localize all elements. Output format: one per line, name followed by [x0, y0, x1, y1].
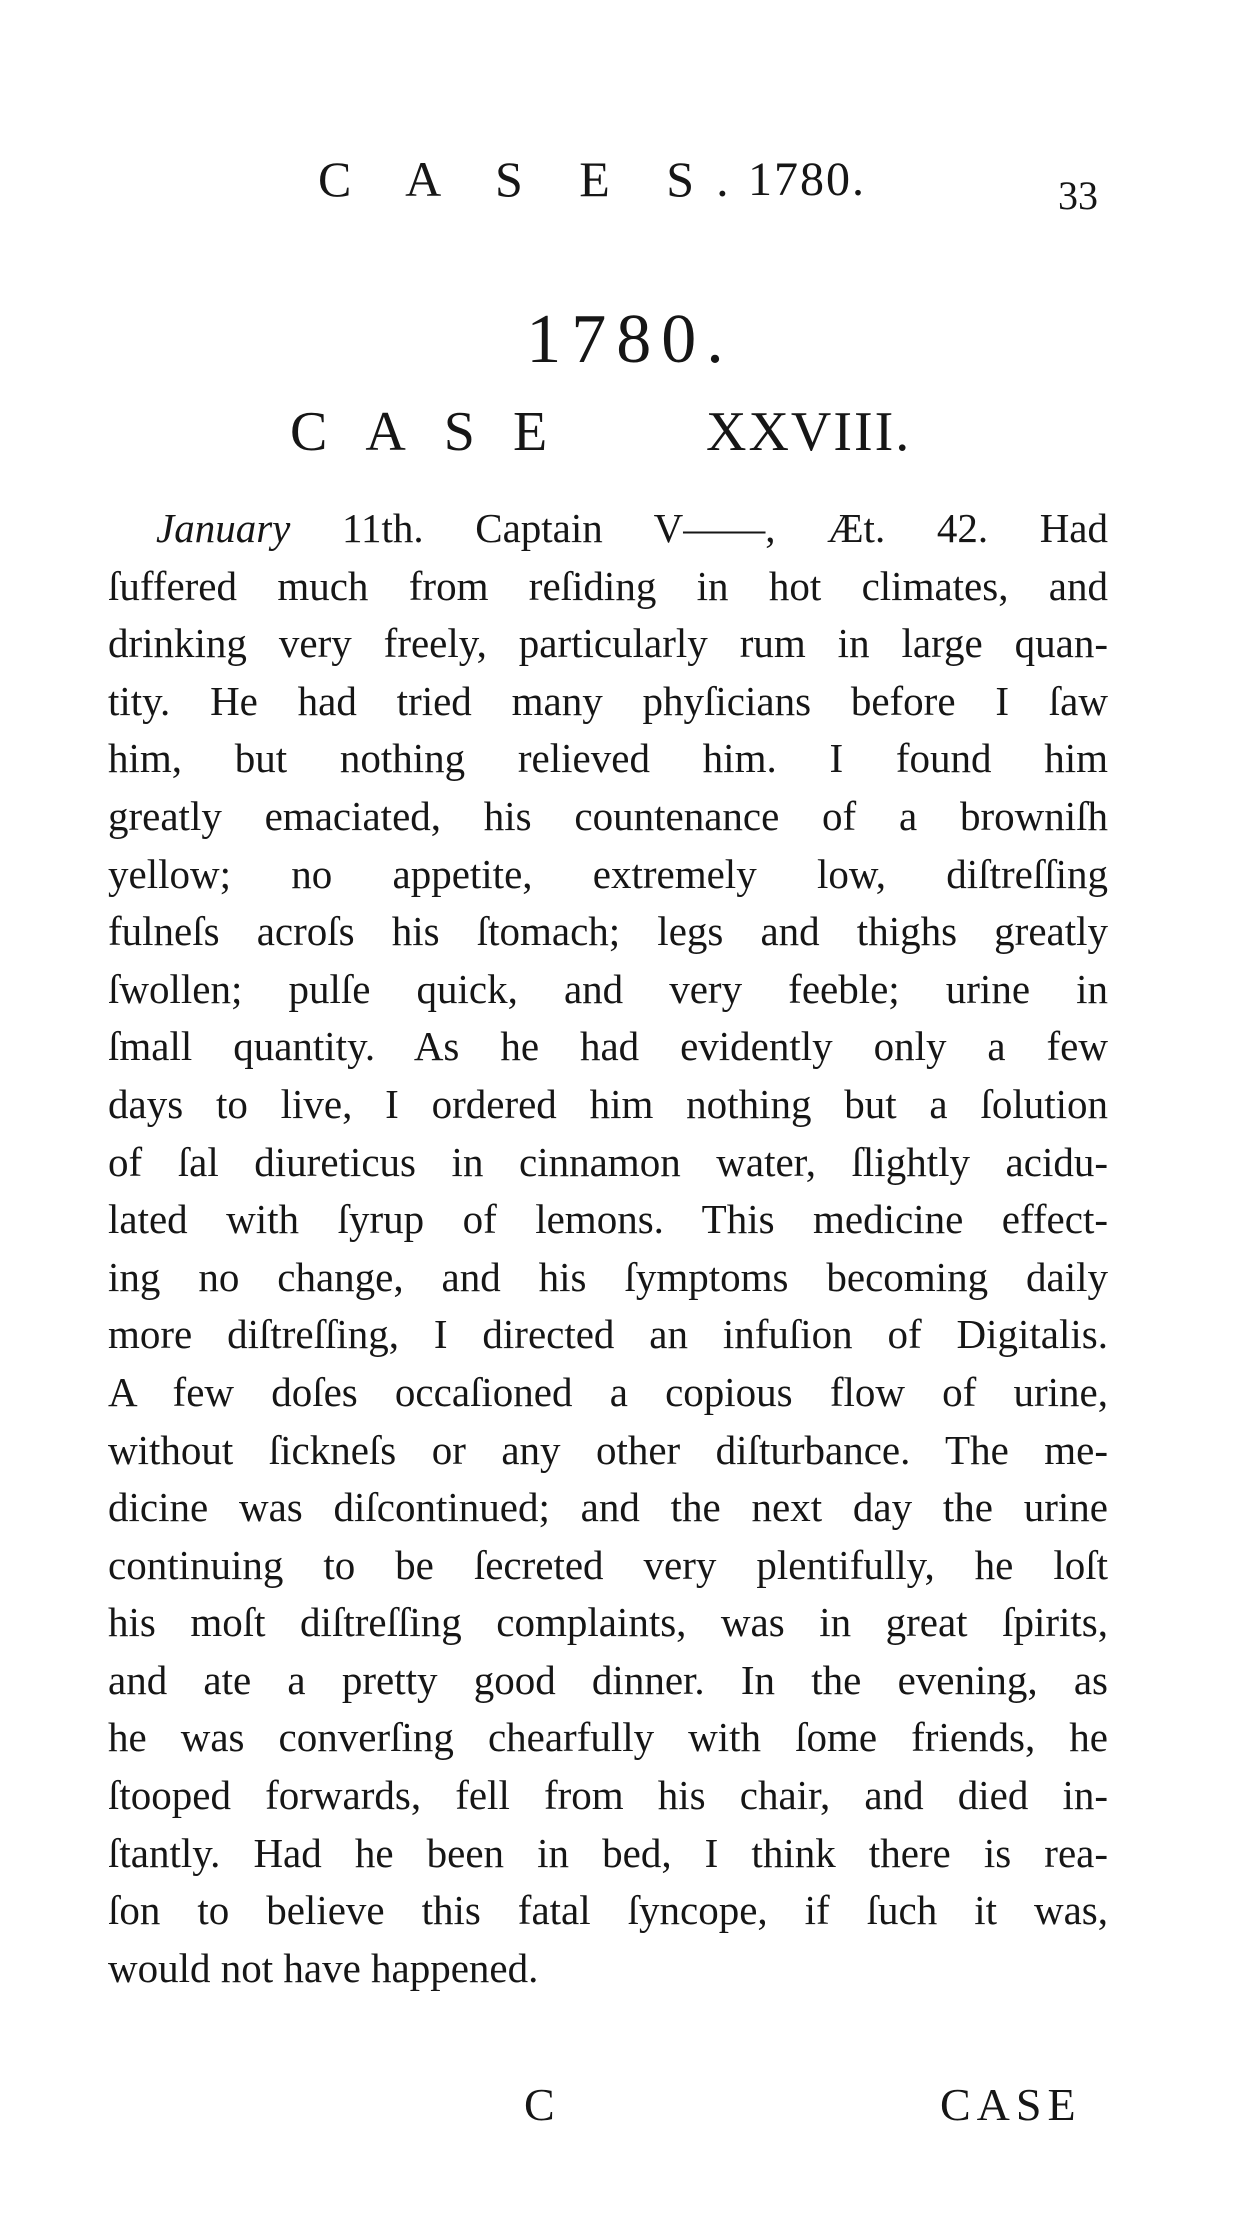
text-line: more diſtreſſing, I directed an infuſion of Digitalis.	[108, 1311, 1108, 1358]
page-number: 33	[1058, 173, 1098, 218]
case-body-text	[108, 500, 1108, 1997]
text-line: ſuffered much from reſiding in hot climates, and	[108, 562, 1108, 609]
text-line: ſtantly. Had he been in bed, I think there is rea-	[108, 1829, 1108, 1876]
text-line-first	[108, 500, 1108, 558]
text-line: yellow; no appetite, extremely low, diſtreſſing	[108, 850, 1108, 897]
text-line: he was converſing chearfully with ſome friends, he	[108, 1714, 1108, 1761]
text-line: ing no change, and his ſymptoms becoming daily	[108, 1253, 1108, 1300]
catchword: CASE	[940, 2079, 1082, 2130]
text-line: ſwollen; pulſe quick, and very feeble; urine in	[108, 965, 1108, 1012]
text-line: of ſal diureticus in cinnamon water, ſlightly acidu-	[108, 1138, 1108, 1185]
text-line-last: would not have happened.	[108, 1944, 539, 1991]
text-line: ſon to believe this fatal ſyncope, if ſuch it was,	[108, 1887, 1108, 1934]
running-title: C A S E S.	[318, 151, 751, 207]
text-line: and ate a pretty good dinner. In the evening, as	[108, 1656, 1108, 1703]
signature-mark: C	[524, 2079, 555, 2130]
case-heading-word: CASE	[290, 401, 586, 463]
text-line: dicine was diſcontinued; and the next day the urine	[108, 1484, 1108, 1531]
case-heading-numeral: XXVIII.	[706, 401, 912, 463]
text-line: his moſt diſtreſſing complaints, was in great ſpirits,	[108, 1599, 1108, 1646]
footer-catchline	[0, 2078, 1260, 2138]
text-line: drinking very freely, particularly rum in large quan-	[108, 620, 1108, 667]
running-head	[108, 150, 1108, 218]
text-line: greatly emaciated, his countenance of a browniſh	[108, 792, 1108, 839]
text-line: ſtooped forwards, fell from his chair, and died in-	[108, 1772, 1108, 1819]
text-line: ſmall quantity. As he had evidently only a few	[108, 1023, 1108, 1070]
text-line: fulneſs acroſs his ſtomach; legs and thighs greatly	[108, 908, 1108, 955]
year-heading: 1780.	[526, 301, 734, 378]
case-heading	[0, 400, 1260, 470]
running-year: 1780.	[748, 153, 866, 206]
text-line: without ſickneſs or any other diſturbance. The me-	[108, 1426, 1108, 1473]
text-line: A few doſes occaſioned a copious flow of urine,	[108, 1368, 1108, 1415]
text-line: continuing to be ſecreted very plentifully, he loſt	[108, 1541, 1108, 1588]
text-line: lated with ſyrup of lemons. This medicine effect-	[108, 1196, 1108, 1243]
text-line: him, but nothing relieved him. I found him	[108, 735, 1108, 782]
text-line: tity. He had tried many phyſicians before I ſaw	[108, 677, 1108, 724]
text-line: days to live, I ordered him nothing but a ſolution	[108, 1080, 1108, 1127]
opening-date-word: January	[156, 505, 291, 551]
text-line-rest: 11th. Captain V——, Æt. 42. Had	[341, 505, 1108, 551]
